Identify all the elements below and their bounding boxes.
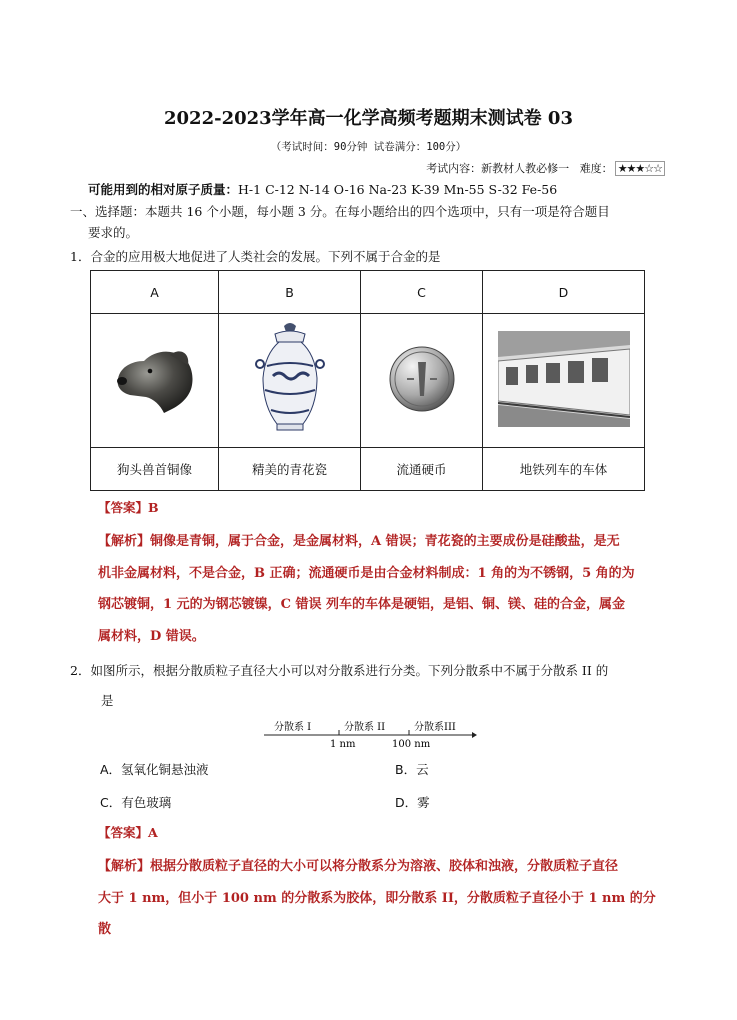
atomic-masses [88,180,557,198]
question-2-option-d: D．雾 [395,795,430,810]
question-1-stem: 1．合金的应用极大地促进了人类社会的发展。下列不属于合金的是 [70,249,441,264]
question-1-answer: 【答案】B [98,500,159,515]
question-1-options-table [90,270,645,491]
option-b-image-cell [219,314,361,448]
explanation-line: 钢芯镀铜，1 元的为钢芯镀镍，C 错误 列车的车体是硬铝，是铝、铜、镁、硅的合金，属金 [98,597,625,612]
section-line1: 一、选择题：本题共 16 个小题，每小题 3 分。在每小题给出的四个选项中，只有一项是符合题目 [70,204,610,219]
exam-subtitle: （考试时间：90分钟 试卷满分：100分） [270,141,467,153]
option-d-image-cell [483,314,645,448]
option-b-letter: B [219,271,361,314]
question-2-answer: 【答案】A [98,825,158,840]
section-heading [70,201,672,243]
axis-label-1: 分散系 I [274,722,312,733]
question-2-explanation [98,851,668,946]
exam-title: 2022-2023学年高一化学高频考题期末测试卷 03 [164,108,573,129]
axis-tick-label-2: 100 nm [392,739,431,750]
explanation-line: 属材料，D 错误。 [98,628,205,644]
option-c-image-cell [361,314,483,448]
exam-meta [426,160,665,176]
axis-tick-label-1: 1 nm [330,739,356,750]
option-c-caption: 流通硬币 [361,448,483,491]
option-d-caption: 地铁列车的车体 [483,448,645,491]
axis-label-3: 分散系III [414,722,456,733]
axis-label-2: 分散系 II [344,722,386,733]
option-a-letter: A [91,271,219,314]
question-2-option-a: A．氢氧化铜悬浊液 [100,762,209,777]
atomic-masses-values: H-1 C-12 N-14 O-16 Na-23 K-39 Mn-55 S-32 Fe-56 [238,182,558,197]
atomic-masses-label: 可能用到的相对原子质量： [88,182,239,197]
explanation-line: 机非金属材料，不是合金，B 正确；流通硬币是由合金材料制成：1 角的为不锈钢，5 角的为 [98,565,635,581]
dispersion-axis-diagram [262,718,477,752]
option-a-image-cell [91,314,219,448]
coin-image [387,344,457,414]
section-line2: 要求的。 [88,225,139,240]
content-label: 考试内容：新教材人教必修一 [426,162,570,175]
option-b-caption: 精美的青花瓷 [219,448,361,491]
question-2-option-c: C．有色玻璃 [100,795,172,810]
difficulty-label: 难度： [579,162,613,175]
explanation-line: 【解析】铜像是青铜，属于合金，是金属材料，A 错误；青花瓷的主要成份是硅酸盐，是无 [98,534,620,549]
option-c-letter: C [361,271,483,314]
question-2-option-b: B．云 [395,762,429,777]
question-2-stem-line2: 是 [101,693,114,708]
question-2-stem [70,656,670,716]
explanation-line: 大于 1 nm，但小于 100 nm 的分散系为胶体，即分散系 II，分散质粒子直径小于 1 nm 的分散 [98,890,656,937]
question-1-explanation [98,526,668,652]
option-a-caption: 狗头兽首铜像 [91,448,219,491]
porcelain-vase-image [245,320,335,438]
dog-head-bronze-image [110,339,200,419]
question-2-stem-line1: 2．如图所示，根据分散质粒子直径大小可以对分散系进行分类。下列分散系中不属于分散系 II 的 [70,663,609,678]
explanation-line: 【解析】根据分散质粒子直径的大小可以将分散系分为溶液、胶体和浊液，分散质粒子直径 [98,859,619,874]
axis-arrow-icon [472,732,477,738]
subway-train-image [498,331,630,427]
option-d-letter: D [483,271,645,314]
difficulty-stars: ★★★☆☆ [615,161,665,176]
